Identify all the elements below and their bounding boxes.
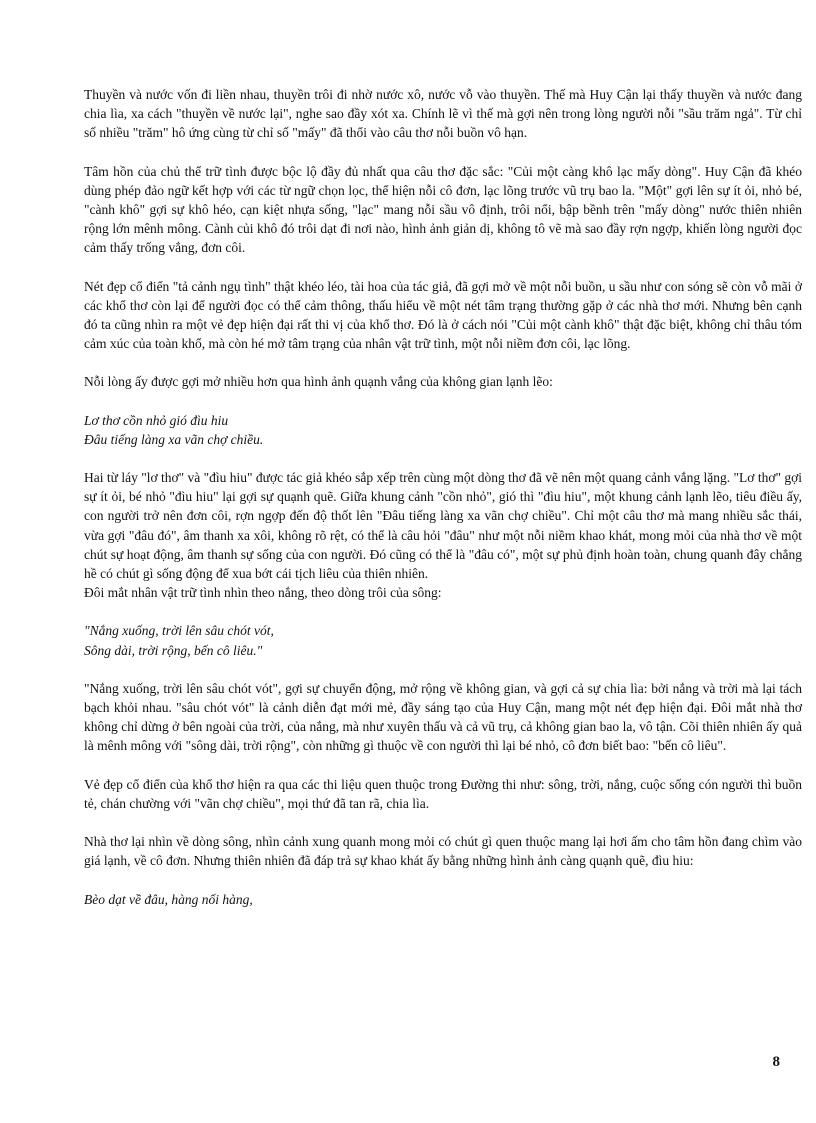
verse-lo-tho — [84, 411, 802, 449]
verse-nang-xuong — [84, 621, 802, 659]
verse-line: Bèo dạt về đâu, hàng nối hàng, — [84, 891, 253, 907]
page-number: 8 — [772, 1054, 780, 1070]
verse-line: Sông dài, trời rộng, bến cô liêu." — [84, 642, 263, 658]
document-page — [84, 85, 802, 928]
verse-beo-dat — [84, 890, 802, 909]
paragraph-classical-imagery: Vẻ đẹp cổ điển của khổ thơ hiện ra qua các thi liệu quen thuộc trong Đường thi như: sông, trời, nắng, cuộc sống cón người thì buồn tẻ, chán chường với "vãn chợ chiều", mọi thứ đã tan rã, chia lìa. — [84, 776, 802, 811]
verse-line: Lơ thơ cồn nhỏ gió đìu hiu — [84, 412, 229, 428]
paragraph-reduplicatives: Hai từ láy "lơ thơ" và "đìu hiu" được tác giả khéo sắp xếp trên cùng một dòng thơ đã vẽ nên một quang cảnh vắng lặng. "Lơ thơ" gợi sự ít ỏi, bé nhỏ "đìu hiu" lại gợi sự quạnh quẽ. Giữa khung cảnh "cồn nhỏ", gió thì "đìu hiu", một khung cảnh lạnh lẽo, tiêu điều ấy, con người trở nên đơn côi, rợn ngợp đến độ thốt lên "Đâu tiếng làng xa vãn chợ chiều". Chỉ một câu thơ mà mang nhiều sắc thái, vừa gợi "đâu đó", âm thanh xa xôi, không rõ rệt, có thể là câu hỏi "đâu" như một nỗi niềm khao khát, mong mỏi của nhà thơ về một chút sự hoạt động, âm thanh sự sống của con người. Đó cũng có thể là "đâu có", một sự phủ định hoàn toàn, chung quanh đây chẳng hề có chút gì sống động để xua bớt cái tịch liêu của thiên nhiên. — [84, 470, 802, 582]
paragraph-lyrical-soul: Tâm hồn của chủ thể trữ tình được bộc lộ đầy đủ nhất qua câu thơ đặc sắc: "Củi một càng khô lạc mấy dòng". Huy Cận đã khéo dùng phép đảo ngữ kết hợp với các từ ngữ chọn lọc, thể hiện nỗi cô đơn, lạc lõng trước vũ trụ bao la. "Một" gợi lên sự ít ỏi, nhỏ bé, "cành khô" gợi sự khô héo, cạn kiệt nhựa sống, "lạc" mang nỗi sầu vô định, trôi nổi, bập bềnh trên "mấy dòng" nước thiên nhiên rộng lớn mênh mông. Cành củi khô đó trôi dạt đi nơi nào, hình ảnh giản dị, không tô vẽ mà sao đầy rợn ngợp, khiến lòng người đọc cảm thấy trống vắng, đơn côi. — [84, 163, 802, 256]
paragraph-eyes-follow-sunlight: Đôi mắt nhân vật trữ tình nhìn theo nắng, theo dòng trôi của sông: — [84, 585, 442, 601]
paragraph-boat-and-water: Thuyền và nước vốn đi liền nhau, thuyền trôi đi nhờ nước xô, nước vỗ vào thuyền. Thế mà Huy Cận lại thấy thuyền và nước đang chia lìa, xa cách "thuyền về nước lại", nghe sao đầy xót xa. Chính lẽ vì thế mà gợi nên trong lòng người nỗi "sầu trăm ngả". Từ chỉ số nhiều "trăm" hô ứng cùng từ chỉ số "mấy" đã thổi vào câu thơ nỗi buồn vô hạn. — [84, 87, 802, 141]
paragraph-classical-beauty: Nét đẹp cổ điển "tả cảnh ngụ tình" thật khéo léo, tài hoa của tác giả, đã gợi mở về một nỗi buồn, u sầu như con sóng sẽ còn vỗ mãi ở các khổ thơ còn lại để người đọc có thể cảm thông, thấu hiểu về một nét tâm trạng thường gặp ở các nhà thơ mới. Nhưng bên cạnh đó ta cũng nhìn ra một vẻ đẹp hiện đại rất thi vị của khổ thơ. Đó là ở cách nói "Củi một cành khô" thật đặc biệt, không chỉ thâu tóm cảm xúc của toàn khổ, mà còn hé mở tâm trạng của nhân vật trữ tình, một nỗi niềm đơn côi, lạc lõng. — [84, 278, 802, 352]
paragraph-lonely-space-intro: Nỗi lòng ấy được gợi mở nhiều hơn qua hình ảnh quạnh vắng của không gian lạnh lẽo: — [84, 374, 553, 390]
paragraph-river-gaze: Nhà thơ lại nhìn về dòng sông, nhìn cảnh xung quanh mong mỏi có chút gì quen thuộc mang lại hơi ấm cho tâm hồn đang chìm vào giá lạnh, về cô đơn. Nhưng thiên nhiên đã đáp trả sự khao khát ấy bằng những hình ảnh càng quạnh quẽ, đìu hiu: — [84, 834, 802, 869]
verse-line: Đâu tiếng làng xa vãn chợ chiều. — [84, 431, 264, 447]
paragraph-sun-sky-analysis: "Nắng xuống, trời lên sâu chót vót", gợi sự chuyển động, mở rộng về không gian, và gợi cả sự chia lìa: bởi nắng và trời mà lại tách bạch khỏi nhau. "sâu chót vót" là cảnh diễn đạt mới mẻ, đầy sáng tạo của Huy Cận, mang một nét đẹp hiện đại. Đôi mắt nhà thơ không chỉ dừng ở bên ngoài của trời, của nắng, mà như xuyên thấu và cả vũ trụ, cả không gian bao la, vô tận. Cõi thiên nhiên ấy quả là mênh mông với "sông dài, trời rộng", còn những gì thuộc về con người thì lại bé nhỏ, cô đơn biết bao: "bến cô liêu". — [84, 680, 802, 754]
verse-line: "Nắng xuống, trời lên sâu chót vót, — [84, 623, 274, 639]
